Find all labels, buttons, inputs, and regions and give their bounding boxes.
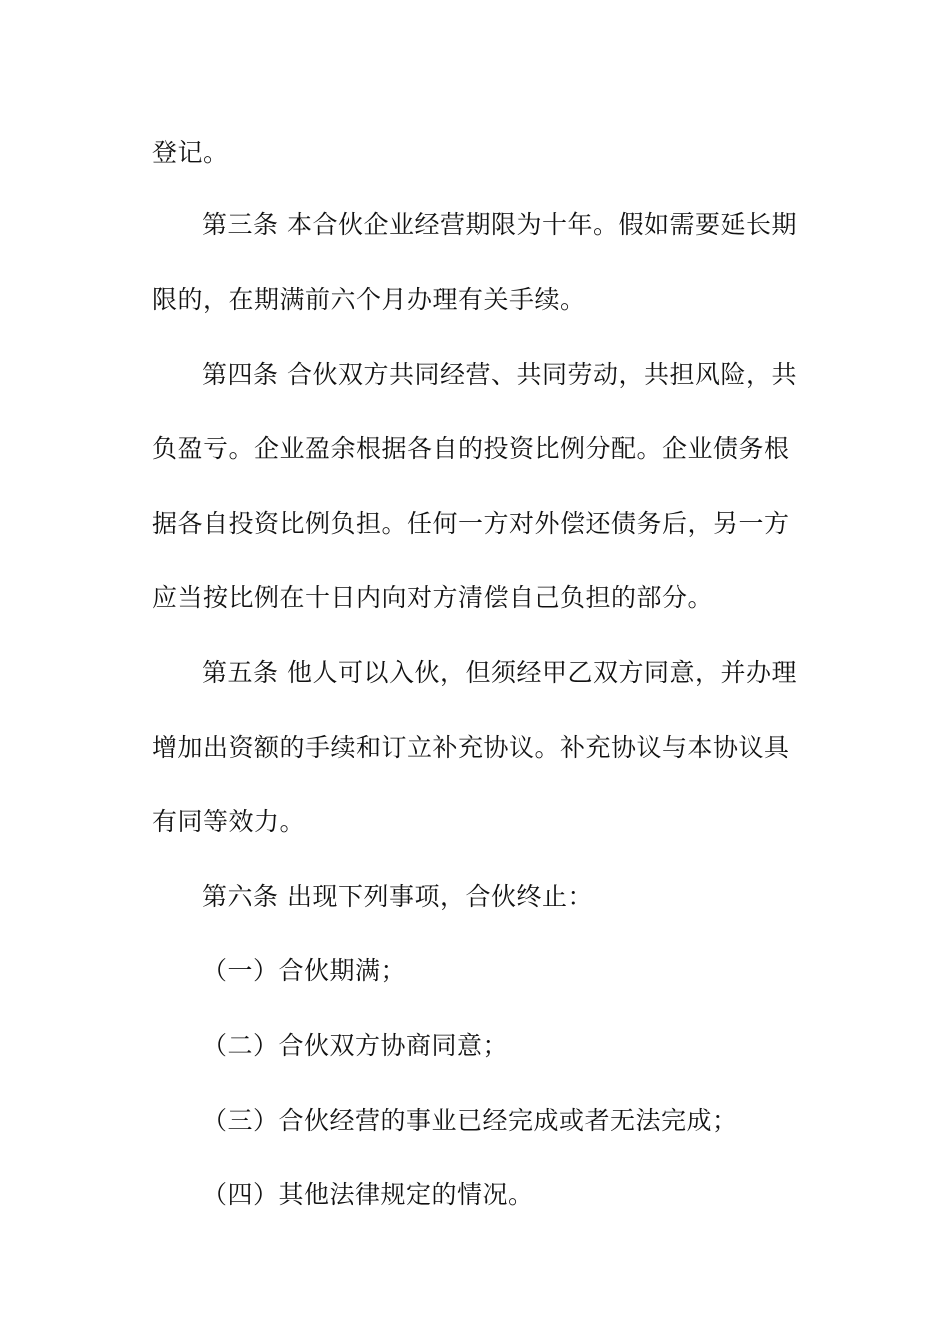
list-item-1: （一）合伙期满； bbox=[202, 956, 407, 985]
article-3-line-2: 限的，在期满前六个月办理有关手续。 bbox=[152, 285, 586, 314]
list-item-4: （四）其他法律规定的情况。 bbox=[202, 1180, 534, 1209]
article-4-line-3: 据各自投资比例负担。任何一方对外偿还债务后，另一方 bbox=[152, 509, 790, 538]
list-item-3: （三）合伙经营的事业已经完成或者无法完成； bbox=[202, 1106, 738, 1135]
article-6-line-1: 第六条 出现下列事项，合伙终止： bbox=[202, 882, 593, 911]
article-4-line-2: 负盈亏。企业盈余根据各自的投资比例分配。企业债务根 bbox=[152, 434, 790, 463]
article-4-line-4: 应当按比例在十日内向对方清偿自己负担的部分。 bbox=[152, 583, 714, 612]
article-5-line-1: 第五条 他人可以入伙，但须经甲乙双方同意，并办理 bbox=[202, 658, 797, 687]
list-item-2: （二）合伙双方协商同意； bbox=[202, 1031, 509, 1060]
article-5-line-3: 有同等效力。 bbox=[152, 807, 306, 836]
text-line-1: 登记。 bbox=[152, 138, 229, 167]
article-4-line-1: 第四条 合伙双方共同经营、共同劳动，共担风险，共 bbox=[202, 360, 797, 389]
article-3-line-1: 第三条 本合伙企业经营期限为十年。假如需要延长期 bbox=[202, 210, 797, 239]
article-5-line-2: 增加出资额的手续和订立补充协议。补充协议与本协议具 bbox=[152, 733, 790, 762]
